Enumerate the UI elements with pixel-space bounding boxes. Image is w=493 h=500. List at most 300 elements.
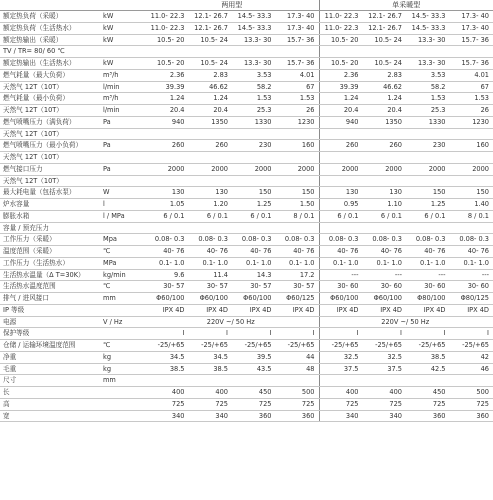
row-value: [189, 128, 233, 140]
row-value: 2000: [363, 163, 407, 175]
row-value: I: [363, 328, 407, 340]
row-value: 38.5: [145, 363, 189, 375]
row-value: 12.1- 26.7: [363, 22, 407, 34]
row-value: 11.4: [189, 269, 233, 281]
row-value: [276, 152, 320, 164]
row-label: 燃气喷嘴压力（满负荷）: [0, 116, 100, 128]
row-value: 40- 76: [189, 246, 233, 258]
row-label: 容量 / 预充压力: [0, 222, 100, 234]
row-value: IPX 4D: [363, 304, 407, 316]
row-value: 0.1- 1.0: [145, 257, 189, 269]
row-value: I: [189, 328, 233, 340]
row-value: 725: [406, 398, 450, 410]
row-value: IPX 4D: [145, 304, 189, 316]
row-label: 宽: [0, 410, 100, 422]
row-value: 8 / 0.1: [276, 210, 320, 222]
row-value: 10.5- 20: [145, 34, 189, 46]
row-unit: kg: [100, 351, 145, 363]
row-value: 1.53: [406, 93, 450, 105]
row-value: [319, 222, 363, 234]
row-label: 燃气喷嘴压力（最小负荷）: [0, 140, 100, 152]
row-unit: [100, 387, 145, 399]
row-value: [450, 175, 493, 187]
row-value: 0.08- 0.3: [363, 234, 407, 246]
row-value: 30- 57: [189, 281, 233, 293]
row-value: 150: [406, 187, 450, 199]
row-value: [232, 175, 276, 187]
row-value: 10.5- 24: [363, 58, 407, 70]
row-value: 1.24: [145, 93, 189, 105]
row-value: 48: [276, 363, 320, 375]
row-value: 340: [145, 410, 189, 422]
row-value: 725: [450, 398, 493, 410]
row-label: IP 等级: [0, 304, 100, 316]
row-value: [145, 375, 189, 387]
row-value: [406, 128, 450, 140]
row-value: -25/+65: [406, 340, 450, 352]
row-value: 40- 76: [276, 246, 320, 258]
header-heating-only: 单采暖型: [319, 0, 493, 11]
row-value: -25/+65: [319, 340, 363, 352]
row-unit: mm: [100, 293, 145, 305]
row-value: [319, 152, 363, 164]
row-value: 1.25: [406, 199, 450, 211]
row-unit: Pa: [100, 163, 145, 175]
table-row: [0, 116, 493, 128]
table-row: [0, 281, 493, 293]
row-value: [232, 128, 276, 140]
row-value: 1350: [363, 116, 407, 128]
row-unit: W: [100, 187, 145, 199]
table-header-row: [0, 0, 493, 11]
row-value: 1.53: [276, 93, 320, 105]
row-value: 130: [363, 187, 407, 199]
row-unit: [100, 304, 145, 316]
row-value: 17.3- 40: [276, 11, 320, 23]
row-value: 39.5: [232, 351, 276, 363]
row-value: 2.36: [145, 69, 189, 81]
row-value: 4.01: [450, 69, 493, 81]
row-value: 400: [145, 387, 189, 399]
row-value: 10.5- 24: [189, 34, 233, 46]
row-value: 0.08- 0.3: [145, 234, 189, 246]
row-value: 160: [450, 140, 493, 152]
row-value: [450, 222, 493, 234]
row-value: 130: [145, 187, 189, 199]
row-value: 0.08- 0.3: [189, 234, 233, 246]
row-value: 26: [276, 105, 320, 117]
row-value: [319, 46, 363, 58]
row-value: I: [232, 328, 276, 340]
table-row: [0, 351, 493, 363]
row-label: 最大耗电量（包括水泵）: [0, 187, 100, 199]
table-row: [0, 340, 493, 352]
row-value: 11.0- 22.3: [145, 11, 189, 23]
row-unit: kW: [100, 34, 145, 46]
row-value: 1330: [232, 116, 276, 128]
row-value: 4.01: [276, 69, 320, 81]
table-row: [0, 293, 493, 305]
row-value: [363, 46, 407, 58]
row-value: 940: [145, 116, 189, 128]
row-value: 67: [276, 81, 320, 93]
row-unit: [100, 128, 145, 140]
row-value: 6 / 0.1: [189, 210, 233, 222]
row-unit: Mpa: [100, 234, 145, 246]
row-value: 30- 57: [145, 281, 189, 293]
row-value: 400: [319, 387, 363, 399]
table-row: [0, 11, 493, 23]
row-value: 1.25: [232, 199, 276, 211]
row-value: [363, 152, 407, 164]
row-value: 450: [232, 387, 276, 399]
row-value: [319, 375, 363, 387]
row-value: 6 / 0.1: [319, 210, 363, 222]
row-unit: kg: [100, 363, 145, 375]
row-value: IPX 4D: [450, 304, 493, 316]
row-value: 25.3: [232, 105, 276, 117]
table-row: [0, 105, 493, 117]
row-value: 3.53: [406, 69, 450, 81]
row-value: IPX 4D: [232, 304, 276, 316]
row-unit: kg/min: [100, 269, 145, 281]
row-value: -25/+65: [145, 340, 189, 352]
row-value: 340: [189, 410, 233, 422]
table-row: [0, 316, 493, 328]
row-value: [450, 152, 493, 164]
row-value: ---: [406, 269, 450, 281]
row-value: 20.4: [319, 105, 363, 117]
row-value: 0.1- 1.0: [450, 257, 493, 269]
row-value: 260: [145, 140, 189, 152]
row-value: 230: [232, 140, 276, 152]
row-label: 额定热输出（采暖）: [0, 34, 100, 46]
row-label: 额定热负荷（生活热水）: [0, 22, 100, 34]
row-value: 32.5: [319, 351, 363, 363]
row-value: 400: [189, 387, 233, 399]
row-value: 12.1- 26.7: [189, 22, 233, 34]
row-value: 0.1- 1.0: [276, 257, 320, 269]
row-unit: kW: [100, 11, 145, 23]
row-value: I: [450, 328, 493, 340]
row-value: 1.24: [189, 93, 233, 105]
row-value: 46.62: [363, 81, 407, 93]
row-value: 1.20: [189, 199, 233, 211]
row-value: 0.95: [319, 199, 363, 211]
row-value: 30- 60: [319, 281, 363, 293]
table-row: [0, 34, 493, 46]
row-label: 排气 / 进风接口: [0, 293, 100, 305]
row-label: 额定热负荷（采暖）: [0, 11, 100, 23]
row-value: 1230: [450, 116, 493, 128]
row-value: 40- 76: [145, 246, 189, 258]
table-row: [0, 410, 493, 422]
row-value: 0.08- 0.3: [276, 234, 320, 246]
row-value: 10.5- 20: [145, 58, 189, 70]
row-value: [450, 375, 493, 387]
row-value: [406, 175, 450, 187]
table-row: [0, 222, 493, 234]
table-row: [0, 363, 493, 375]
row-unit: [100, 398, 145, 410]
row-value: 11.0- 22.3: [319, 22, 363, 34]
row-label: 长: [0, 387, 100, 399]
row-value: [189, 46, 233, 58]
row-value: 260: [319, 140, 363, 152]
row-value: [406, 222, 450, 234]
row-value: 8 / 0.1: [450, 210, 493, 222]
row-label: TV / TR= 80/ 60 ℃: [0, 46, 100, 58]
row-value: 1230: [276, 116, 320, 128]
row-value: 15.7- 36: [450, 34, 493, 46]
row-value: 37.5: [319, 363, 363, 375]
row-value: [189, 222, 233, 234]
row-value: 39.39: [319, 81, 363, 93]
table-row: [0, 269, 493, 281]
row-value: [189, 152, 233, 164]
row-label: 额定热输出（生活热水）: [0, 58, 100, 70]
table-row: [0, 93, 493, 105]
row-value: 1.10: [363, 199, 407, 211]
row-value: [189, 175, 233, 187]
table-row: [0, 152, 493, 164]
table-row: [0, 69, 493, 81]
row-label: 燃气耗量（最小负荷）: [0, 93, 100, 105]
row-value: 340: [319, 410, 363, 422]
row-value: 37.5: [363, 363, 407, 375]
row-value: 2000: [232, 163, 276, 175]
row-value: Φ60/100: [189, 293, 233, 305]
row-value: [363, 175, 407, 187]
row-value: 10.5- 20: [319, 34, 363, 46]
row-label: 生活热水温度范围: [0, 281, 100, 293]
row-label: 膨胀水箱: [0, 210, 100, 222]
row-value: [232, 222, 276, 234]
row-value: 0.1- 1.0: [363, 257, 407, 269]
row-label: 电源: [0, 316, 100, 328]
row-label: 天然气 12T（10T）: [0, 128, 100, 140]
row-value: 1330: [406, 116, 450, 128]
row-value: 10.5- 24: [363, 34, 407, 46]
row-value: -25/+65: [232, 340, 276, 352]
row-value: 40- 76: [406, 246, 450, 258]
row-value: 15.7- 36: [450, 58, 493, 70]
row-value: 13.3- 30: [232, 34, 276, 46]
row-unit: ℃: [100, 340, 145, 352]
row-value: 38.5: [189, 363, 233, 375]
table-row: [0, 387, 493, 399]
row-value: 1.53: [232, 93, 276, 105]
row-unit: kW: [100, 22, 145, 34]
row-unit: [100, 222, 145, 234]
row-value: 40- 76: [319, 246, 363, 258]
row-unit: l/min: [100, 81, 145, 93]
row-value: 30- 60: [406, 281, 450, 293]
row-value: [145, 128, 189, 140]
row-value: ---: [363, 269, 407, 281]
row-value: 2000: [319, 163, 363, 175]
row-value: 1.50: [276, 199, 320, 211]
row-value: 44: [276, 351, 320, 363]
row-label: 天然气 12T（10T）: [0, 175, 100, 187]
row-value: 42.5: [406, 363, 450, 375]
row-unit: l / MPa: [100, 210, 145, 222]
row-value: 725: [145, 398, 189, 410]
row-value: 40- 76: [450, 246, 493, 258]
table-row: [0, 81, 493, 93]
row-value: -25/+65: [189, 340, 233, 352]
header-blank: [100, 0, 145, 11]
row-value: Φ80/100: [406, 293, 450, 305]
row-value: [406, 46, 450, 58]
row-label: 高: [0, 398, 100, 410]
table-row: [0, 58, 493, 70]
row-value: 150: [450, 187, 493, 199]
header-dual-use: 两用型: [145, 0, 319, 11]
row-value: 34.5: [189, 351, 233, 363]
row-value: 17.3- 40: [276, 22, 320, 34]
row-value: Φ60/100: [363, 293, 407, 305]
row-value: 0.08- 0.3: [319, 234, 363, 246]
table-row: [0, 210, 493, 222]
row-value: IPX 4D: [189, 304, 233, 316]
table-row: [0, 46, 493, 58]
row-value: 400: [363, 387, 407, 399]
row-value: Φ60/125: [276, 293, 320, 305]
row-value: 46: [450, 363, 493, 375]
row-value: 160: [276, 140, 320, 152]
row-value: 340: [363, 410, 407, 422]
row-value: 2000: [406, 163, 450, 175]
row-value: 10.5- 24: [189, 58, 233, 70]
row-value: ---: [319, 269, 363, 281]
row-value: IPX 4D: [276, 304, 320, 316]
row-value: 0.08- 0.3: [450, 234, 493, 246]
row-value: 11.0- 22.3: [145, 22, 189, 34]
row-value: 1.53: [450, 93, 493, 105]
row-value: 12.1- 26.7: [363, 11, 407, 23]
row-value: I: [276, 328, 320, 340]
row-value: [450, 128, 493, 140]
row-value: Φ60/100: [232, 293, 276, 305]
row-label: 毛重: [0, 363, 100, 375]
table-row: [0, 398, 493, 410]
table-row: [0, 234, 493, 246]
row-value: 43.5: [232, 363, 276, 375]
table-row: [0, 246, 493, 258]
row-value: 14.5- 33.3: [406, 22, 450, 34]
row-value-span: 220V ~/ 50 Hz: [145, 316, 319, 328]
row-unit: l: [100, 199, 145, 211]
row-value: [276, 222, 320, 234]
row-value: 360: [450, 410, 493, 422]
row-value: Φ60/100: [145, 293, 189, 305]
row-label: 燃气接口压力: [0, 163, 100, 175]
table-row: [0, 187, 493, 199]
row-unit: [100, 152, 145, 164]
row-value: 0.1- 1.0: [319, 257, 363, 269]
row-unit: MPa: [100, 257, 145, 269]
row-value: [232, 375, 276, 387]
row-label: 工作压力（生活热水）: [0, 257, 100, 269]
row-value: IPX 4D: [406, 304, 450, 316]
row-value: I: [319, 328, 363, 340]
row-value: 260: [189, 140, 233, 152]
row-value: [319, 175, 363, 187]
row-value: 14.5- 33.3: [406, 11, 450, 23]
row-value: 360: [406, 410, 450, 422]
row-value: [232, 152, 276, 164]
row-value: 20.4: [189, 105, 233, 117]
row-value: 1350: [189, 116, 233, 128]
row-value: 67: [450, 81, 493, 93]
row-value: 725: [363, 398, 407, 410]
row-unit: l/min: [100, 105, 145, 117]
table-row: [0, 175, 493, 187]
row-value: [276, 375, 320, 387]
row-value: 20.4: [363, 105, 407, 117]
row-unit: Pa: [100, 140, 145, 152]
row-value: 30- 60: [363, 281, 407, 293]
row-unit: Pa: [100, 116, 145, 128]
row-value: 725: [189, 398, 233, 410]
row-unit: [100, 46, 145, 58]
row-value: 1.05: [145, 199, 189, 211]
row-value: 42: [450, 351, 493, 363]
table-row: [0, 22, 493, 34]
row-value: 0.1- 1.0: [406, 257, 450, 269]
row-label: 净重: [0, 351, 100, 363]
row-value: -25/+65: [276, 340, 320, 352]
row-value: 2000: [276, 163, 320, 175]
row-value: 2000: [145, 163, 189, 175]
row-value: 20.4: [145, 105, 189, 117]
row-value: [363, 222, 407, 234]
row-value: 34.5: [145, 351, 189, 363]
row-label: 天然气 12T（10T）: [0, 152, 100, 164]
row-value: 46.62: [189, 81, 233, 93]
row-value: 40- 76: [363, 246, 407, 258]
row-value: 38.5: [406, 351, 450, 363]
row-value: 58.2: [232, 81, 276, 93]
row-value: 14.5- 33.3: [232, 11, 276, 23]
table-row: [0, 375, 493, 387]
row-value: 14.3: [232, 269, 276, 281]
table-row: [0, 199, 493, 211]
row-value: [276, 175, 320, 187]
row-value: [363, 128, 407, 140]
row-value-span: 220V ~/ 50 Hz: [319, 316, 493, 328]
row-value: 1.24: [363, 93, 407, 105]
row-value: 17.3- 40: [450, 22, 493, 34]
row-value: Φ80/125: [450, 293, 493, 305]
row-unit: m³/h: [100, 93, 145, 105]
row-label: 仓储 / 运输环境温度范围: [0, 340, 100, 352]
row-value: 230: [406, 140, 450, 152]
row-value: -25/+65: [363, 340, 407, 352]
row-value: 58.2: [406, 81, 450, 93]
row-value: [145, 46, 189, 58]
row-label: 天然气 12T（10T）: [0, 81, 100, 93]
row-value: 150: [232, 187, 276, 199]
row-value: [276, 128, 320, 140]
table-row: [0, 304, 493, 316]
row-value: [406, 152, 450, 164]
row-label: 天然气 12T（10T）: [0, 105, 100, 117]
row-value: 2.83: [189, 69, 233, 81]
row-value: I: [406, 328, 450, 340]
row-value: 40- 76: [232, 246, 276, 258]
